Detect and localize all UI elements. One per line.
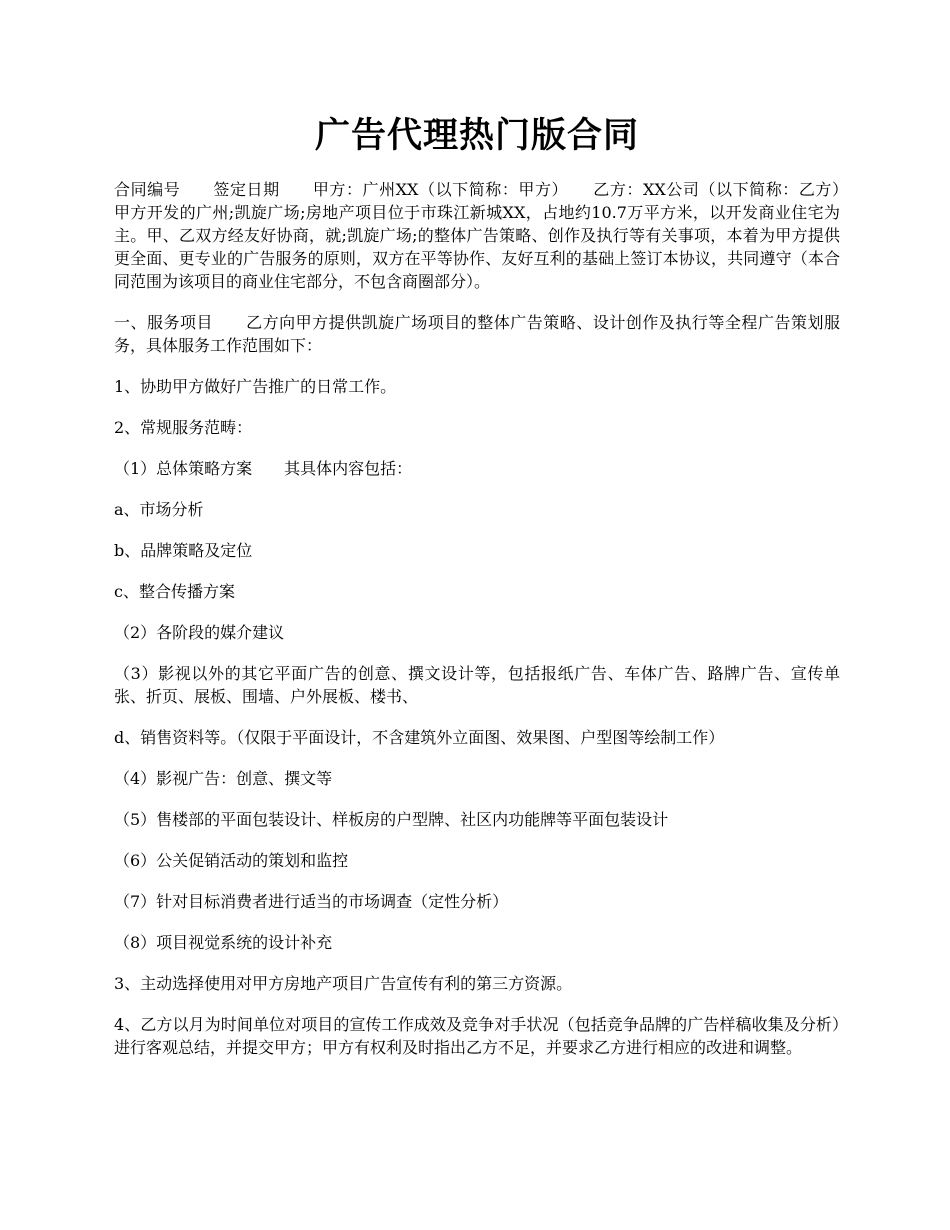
sub-clause-6: （6）公关促销活动的策划和监控 xyxy=(114,851,349,870)
sub-clause-3: （3）影视以外的其它平面广告的创意、撰文设计等，包括报纸广告、车体广告、路牌广告、宣传单张、折页、展板、围墙、户外展板、楼书、 xyxy=(114,664,840,706)
list-item-c: c、整合传播方案 xyxy=(114,582,235,601)
service-items-intro: 一、服务项目 乙方向甲方提供凯旋广场项目的整体广告策略、设计创作及执行等全程广告策划服务，具体服务工作范围如下： xyxy=(114,313,840,355)
clause-2: 2、常规服务范畴： xyxy=(114,418,253,437)
list-item-a: a、市场分析 xyxy=(114,500,204,519)
sub-clause-7: （7）针对目标消费者进行适当的市场调查（定性分析） xyxy=(114,892,509,911)
sub-clause-4: （4）影视广告：创意、撰文等 xyxy=(114,769,333,788)
sub-clause-5: （5）售楼部的平面包装设计、样板房的户型牌、社区内功能牌等平面包装设计 xyxy=(114,810,669,829)
list-item-b: b、品牌策略及定位 xyxy=(114,541,253,560)
document-page xyxy=(114,108,873,1077)
clause-4: 4、乙方以月为时间单位对项目的宣传工作成效及竞争对手状况（包括竞争品牌的广告样稿收集及分析）进行客观总结，并提交甲方；甲方有权利及时指出乙方不足，并要求乙方进行相应的改进和调整。 xyxy=(114,1015,840,1057)
document-title: 广告代理热门版合同 xyxy=(314,115,639,156)
clause-3: 3、主动选择使用对甲方房地产项目广告宣传有利的第三方资源。 xyxy=(114,974,573,993)
contract-preamble: 合同编号 签定日期 甲方：广州XX（以下简称：甲方） 乙方：XX公司（以下简称：乙方） 甲方开发的广州;凯旋广场;房地产项目位于市珠江新城XX，占地约10.7万平方米，以开发商业住宅为主。甲、乙双方经友好协商，就;凯旋广场;的整体广告策略、创作及执行等有关事项，本着为甲方提供更全面、更专业的广告服务的原则，双方在平等协作、友好互利的基础上签订本协议，共同遵守（本合同范围为该项目的商业住宅部分，不包含商圈部分）。 xyxy=(114,180,873,291)
list-item-d: d、销售资料等。（仅限于平面设计，不含建筑外立面图、效果图、户型图等绘制工作） xyxy=(114,728,725,747)
sub-clause-8: （8）项目视觉系统的设计补充 xyxy=(114,933,333,952)
sub-clause-2: （2）各阶段的媒介建议 xyxy=(114,623,285,642)
sub-clause-1: （1）总体策略方案 其具体内容包括： xyxy=(114,459,413,478)
clause-1: 1、协助甲方做好广告推广的日常工作。 xyxy=(114,377,397,396)
